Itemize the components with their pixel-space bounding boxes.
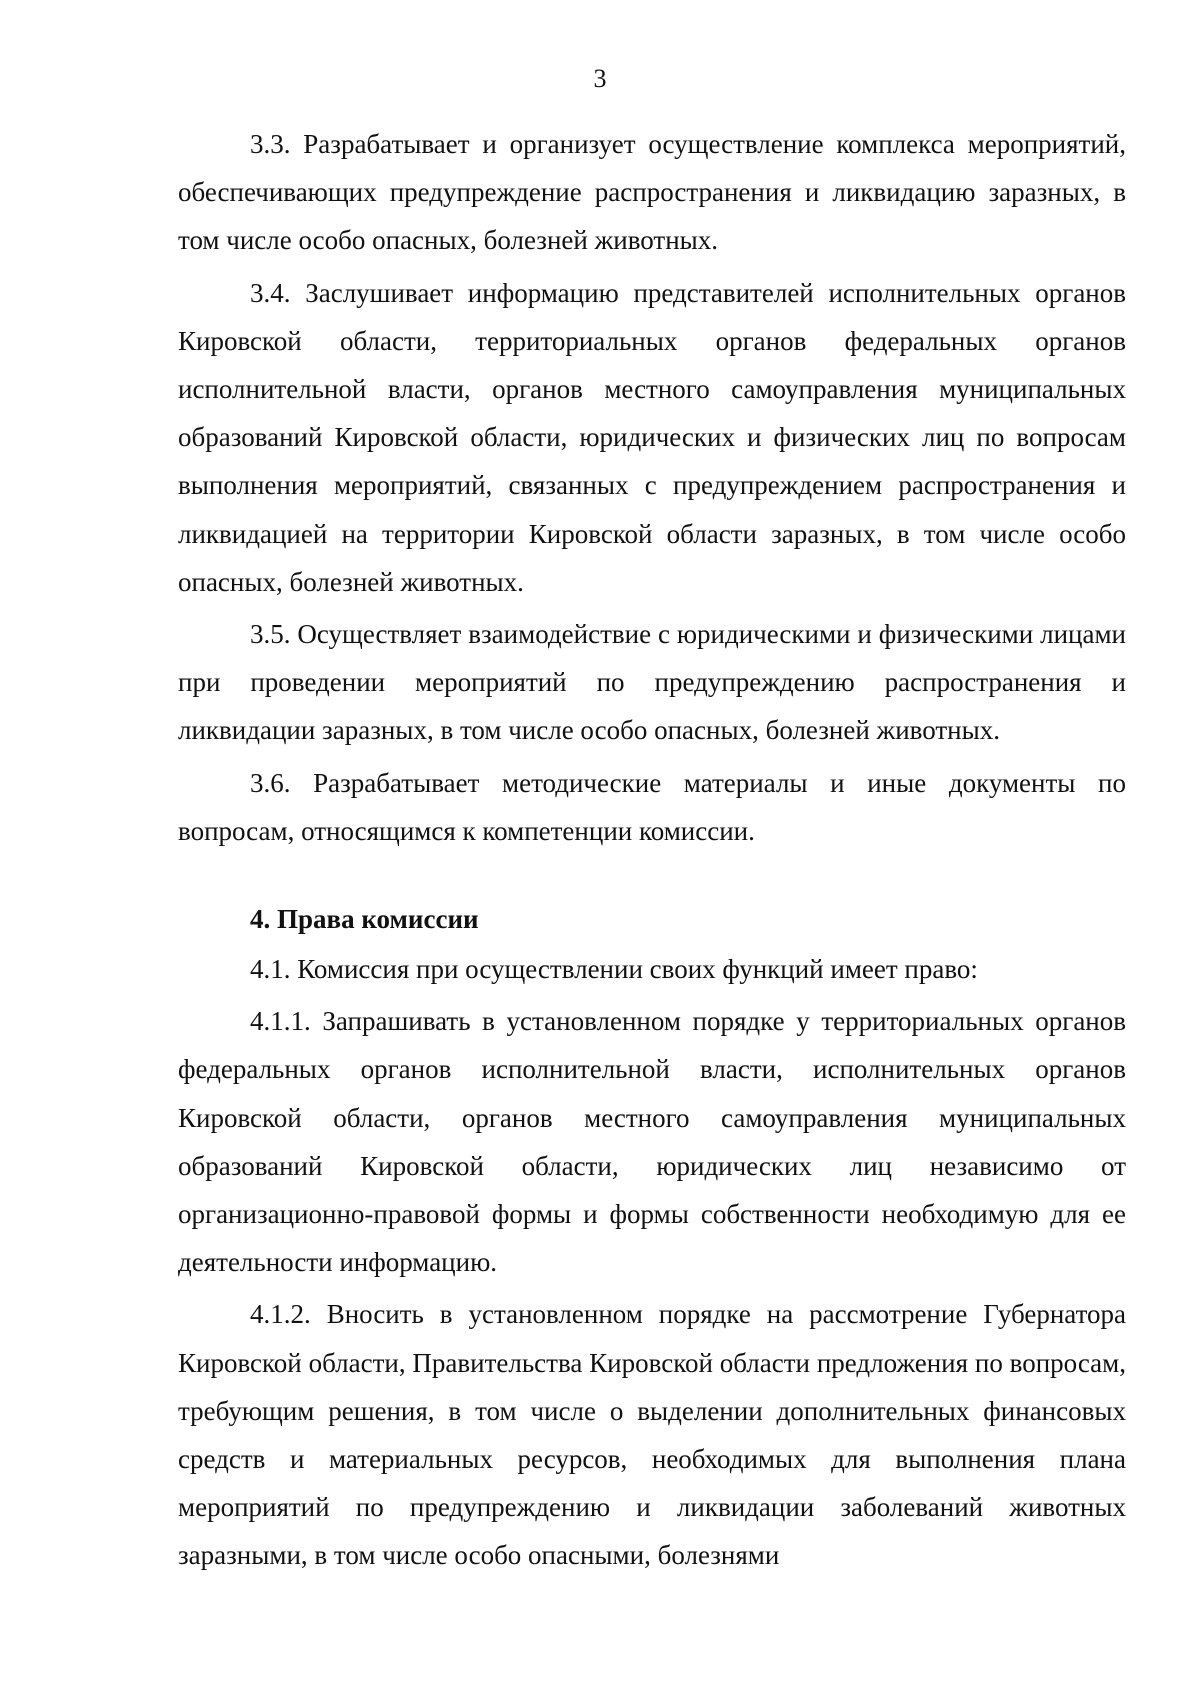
- document-body: [178, 120, 1126, 1580]
- paragraph-3-3: 3.3. Разрабатывает и организует осуществление комплекса мероприятий, обеспечивающих предупреждение распространения и ликвидацию заразных, в том числе особо опасных, болезней животных.: [178, 129, 1126, 256]
- paragraph-4-1-2: 4.1.2. Вносить в установленном порядке на рассмотрение Губернатора Кировской области, Правительства Кировской области предложения по вопросам, требующим решения, в том числе о выделении дополнительных финансовых средств и материальных ресурсов, необходимых для выполнения плана мероприятий по предупреждению и ликвидации заболеваний животных заразными, в том числе особо опасными, болезнями: [178, 1299, 1126, 1571]
- paragraph-4-1: 4.1. Комиссия при осуществлении своих функций имеет право:: [250, 954, 978, 985]
- paragraph-3-4: 3.4. Заслушивает информацию представителей исполнительных органов Кировской области, территориальных органов федеральных органов исполнительной власти, органов местного самоуправления муниципальных образований Кировской области, юридических и физических лиц по вопросам выполнения мероприятий, связанных с предупреждением распространения и ликвидацией на территории Кировской области заразных, в том числе особо опасных, болезней животных.: [178, 277, 1126, 597]
- paragraph-4-1-1: 4.1.1. Запрашивать в установленном порядке у территориальных органов федеральных органов исполнительной власти, исполнительных органов Кировской области, органов местного самоуправления муниципальных образований Кировской области, юридических лиц независимо от организационно-правовой формы и формы собственности необходимую для ее деятельности информацию.: [178, 1006, 1126, 1278]
- page-number: 3: [593, 64, 607, 93]
- section-heading: 4. Права комиссии: [250, 904, 479, 935]
- paragraph-3-5: 3.5. Осуществляет взаимодействие с юридическими и физическими лицами при проведении мероприятий по предупреждению распространения и ликвидации заразных, в том числе особо опасных, болезней животных.: [178, 619, 1126, 746]
- paragraph-3-6: 3.6. Разрабатывает методические материалы и иные документы по вопросам, относящимся к компетенции комиссии.: [178, 767, 1126, 846]
